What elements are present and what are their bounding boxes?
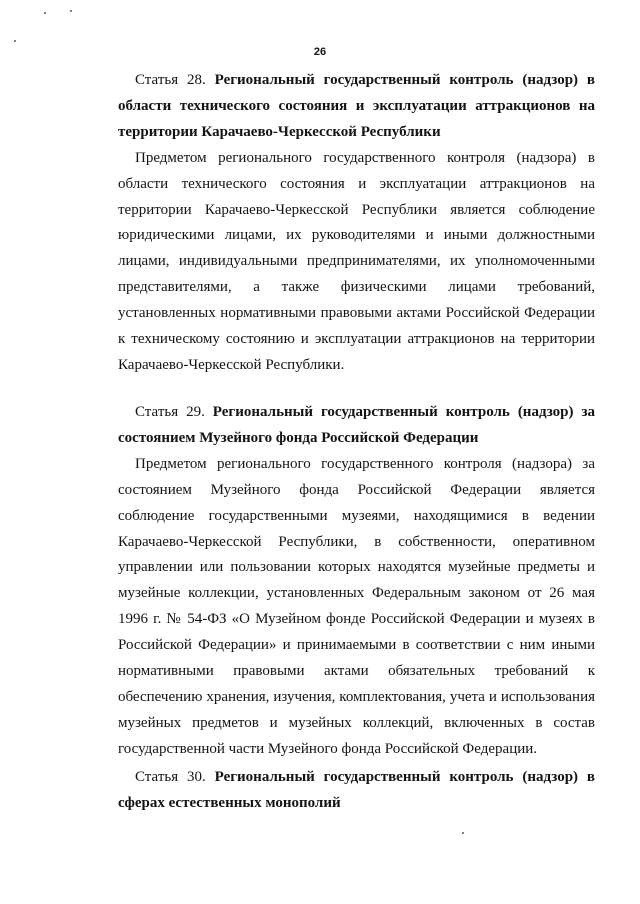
- article-28: [118, 68, 595, 379]
- scan-speck: [462, 832, 464, 834]
- article-29-heading: [118, 400, 595, 452]
- article-30-label: Статья 30.: [135, 769, 206, 785]
- article-28-heading: [118, 68, 595, 146]
- scan-speck: [70, 10, 72, 12]
- article-28-body: Предметом регионального государственного контроля (надзора) в области технического состояния и эксплуатации аттракционов на территории Карачаево-Черкесской Республики является соблюдение юридическими лицами, их руководителями и иными должностными лицами, индивидуальными предпринимателями, их уполномоченными представителями, а также физическими лицами требований, установленных нормативными правовыми актами Российской Федерации к техническому состоянию и эксплуатации аттракционов на территории Карачаево-Черкесской Республики.: [118, 149, 595, 373]
- article-29-title: Региональный государственный контроль (надзор) за состоянием Музейного фонда Российской Федерации: [118, 404, 595, 446]
- article-30-title: Региональный государственный контроль (надзор) в сферах естественных монополий: [118, 769, 595, 811]
- article-30: [118, 765, 595, 817]
- page-number: 26: [313, 46, 327, 58]
- article-29-body: Предметом регионального государственного контроля (надзора) за состоянием Музейного фонда Российской Федерации является соблюдение государственными музеями, находящимися в ведении Карачаево-Черкесской Республики, в собственности, оперативном управлении или пользовании которых находятся музейные предметы и музейные коллекции, установленных Федеральным законом от 26 мая 1996 г. № 54-ФЗ «О Музейном фонде Российской Федерации и музеях в Российской Федерации» и принимаемыми в соответствии с ним иными нормативными правовыми актами обязательных требований к обеспечению хранения, изучения, комплектования, учета и использования музейных предметов и музейных коллекций, включенных в состав государственной части Музейного фонда Российской Федерации.: [118, 455, 595, 757]
- article-29-label: Статья 29.: [135, 404, 205, 420]
- scan-speck: [44, 12, 46, 14]
- article-28-label: Статья 28.: [135, 72, 206, 88]
- article-30-heading: [118, 765, 595, 817]
- article-28-title: Региональный государственный контроль (надзор) в области технического состояния и эксплуатации аттракционов на территории Карачаево-Черкесской Республики: [118, 72, 595, 140]
- scan-speck: [14, 40, 16, 42]
- article-29: [118, 400, 595, 763]
